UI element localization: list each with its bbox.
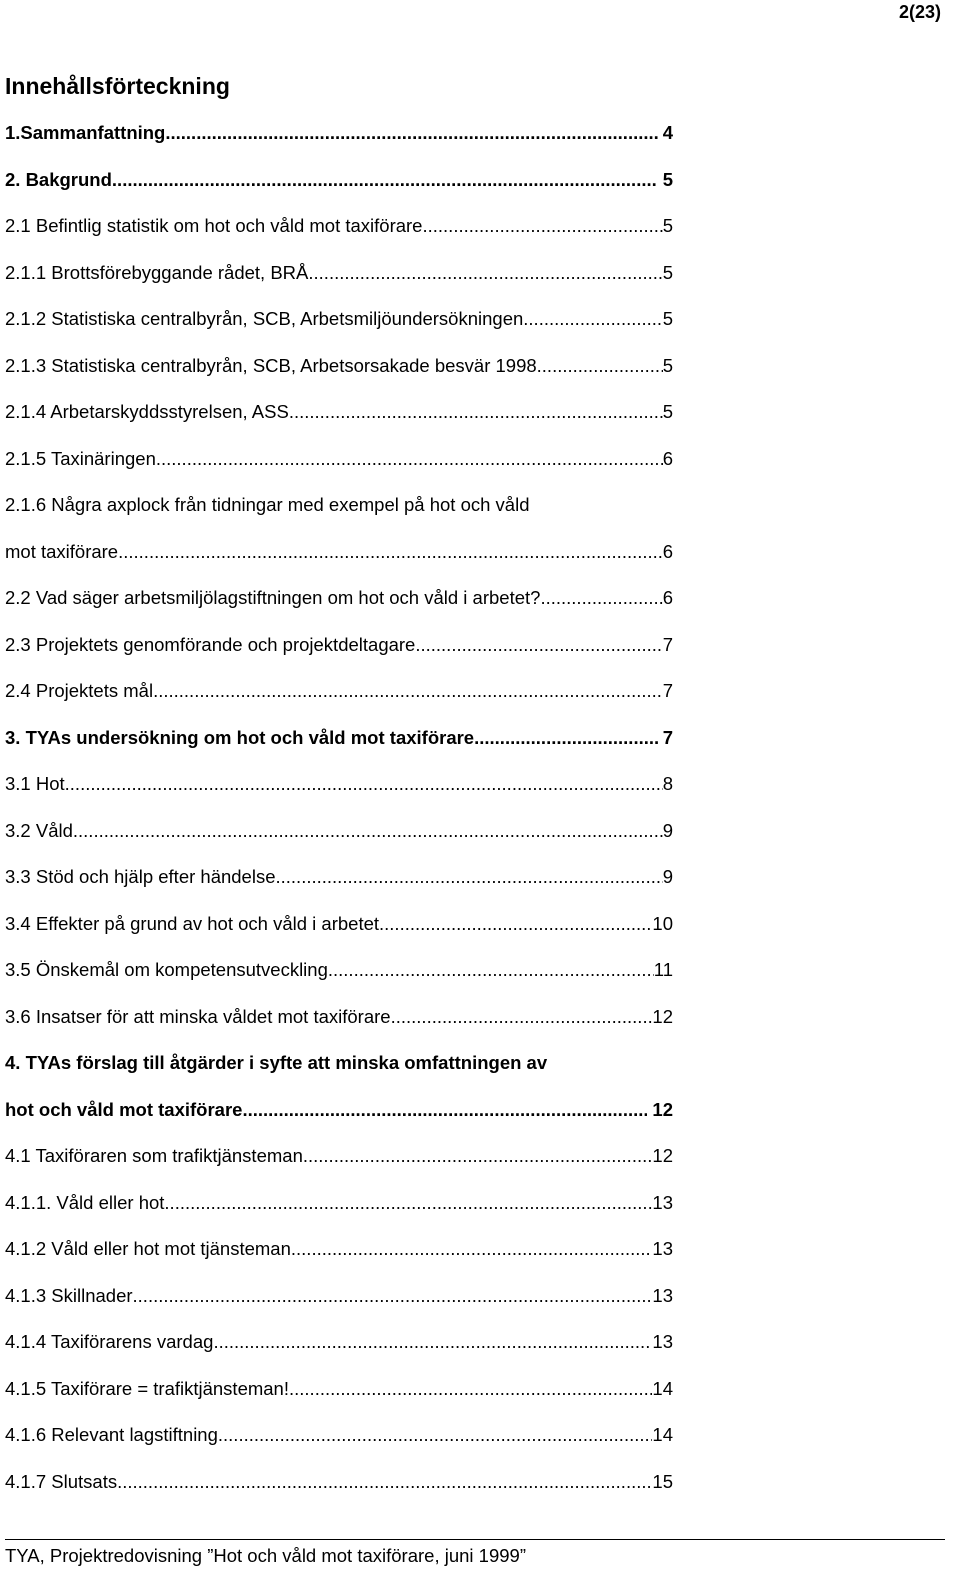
page-number: 2(23) xyxy=(898,2,941,22)
toc-entry-label: 1.Sammanfattning xyxy=(5,122,166,143)
toc-entry-page: 9 xyxy=(662,820,673,841)
toc-entry-page: 6 xyxy=(662,587,673,608)
toc-dot-leader xyxy=(303,1145,653,1167)
toc-entry-label: 2.2 Vad säger arbetsmiljölagstiftningen om hot och våld i arbetet? xyxy=(5,587,541,608)
toc-entry[interactable] xyxy=(5,1052,673,1074)
toc-entry[interactable] xyxy=(5,820,673,842)
toc-entry-label: 3.3 Stöd och hjälp efter händelse xyxy=(5,866,276,887)
toc-dot-leader xyxy=(73,820,663,842)
toc-dot-leader xyxy=(422,215,662,237)
toc-entry[interactable] xyxy=(5,1424,673,1446)
toc-dot-leader xyxy=(289,1378,652,1400)
toc-entry[interactable] xyxy=(5,1145,673,1167)
toc-entry-label: 4.1.2 Våld eller hot mot tjänsteman xyxy=(5,1238,291,1259)
toc-entry[interactable] xyxy=(5,262,673,284)
toc-entry-label: 3.2 Våld xyxy=(5,820,73,841)
toc-dot-leader xyxy=(537,355,663,377)
toc-entry[interactable] xyxy=(5,169,673,191)
toc-dot-leader xyxy=(153,680,663,702)
toc-entry-label: hot och våld mot taxiförare xyxy=(5,1099,243,1120)
toc-entry-page: 12 xyxy=(647,1099,673,1120)
toc-entry-label: 2.1.3 Statistiska centralbyrån, SCB, Arbetsorsakade besvär 1998 xyxy=(5,355,537,376)
toc-dot-leader xyxy=(133,1285,653,1307)
toc-entry[interactable] xyxy=(5,727,673,749)
toc-dot-leader xyxy=(291,1238,653,1260)
toc-entry-label: 2.4 Projektets mål xyxy=(5,680,154,701)
footer-text: TYA, Projektredovisning ”Hot och våld mot taxiförare, juni 1999” xyxy=(5,1545,526,1566)
toc-entry[interactable] xyxy=(5,1331,673,1353)
toc-entry[interactable] xyxy=(5,308,673,330)
toc-entry[interactable] xyxy=(5,494,673,516)
toc-dot-leader xyxy=(242,1099,647,1121)
toc-dot-leader xyxy=(540,587,662,609)
toc-entry-page: 9 xyxy=(662,866,673,887)
toc-dot-leader xyxy=(474,727,657,749)
toc-entry-label: 4.1.6 Relevant lagstiftning xyxy=(5,1424,218,1445)
toc-entry-label: 2.1.2 Statistiska centralbyrån, SCB, Arbetsmiljöundersökningen xyxy=(5,308,524,329)
footer-rule xyxy=(5,1539,945,1540)
toc-entry-label: 4. TYAs förslag till åtgärder i syfte att minska omfattningen av xyxy=(5,1052,548,1073)
toc-entry-page: 12 xyxy=(652,1145,673,1166)
toc-entry-page: 5 xyxy=(662,355,673,376)
toc-entry[interactable] xyxy=(5,1192,673,1214)
toc-entry[interactable] xyxy=(5,541,673,563)
toc-entry[interactable] xyxy=(5,355,673,377)
toc-entry[interactable] xyxy=(5,448,673,470)
toc-entry[interactable] xyxy=(5,587,673,609)
toc-dot-leader xyxy=(65,773,663,795)
toc-entry-page: 14 xyxy=(652,1424,673,1445)
toc-entry-page: 13 xyxy=(652,1192,673,1213)
toc-entry-label: 4.1.1. Våld eller hot xyxy=(5,1192,165,1213)
toc-dot-leader xyxy=(276,866,663,888)
toc-dot-leader xyxy=(165,122,657,144)
toc-entry-label: 4.1.5 Taxiförare = trafiktjänsteman! xyxy=(5,1378,289,1399)
toc-entry-page: 4 xyxy=(657,122,673,143)
toc-entry-label: 4.1.3 Skillnader xyxy=(5,1285,133,1306)
toc-entry[interactable] xyxy=(5,1006,673,1028)
toc-entry[interactable] xyxy=(5,1099,673,1121)
toc-entry-page: 10 xyxy=(652,913,673,934)
toc-entry-label: 2.1.1 Brottsförebyggande rådet, BRÅ xyxy=(5,262,309,283)
toc-entry-page: 5 xyxy=(657,169,673,190)
toc-entry-page: 5 xyxy=(662,215,673,236)
toc-entry-page: 12 xyxy=(652,1006,673,1027)
toc-entry-page: 11 xyxy=(653,959,673,980)
toc-entry[interactable] xyxy=(5,1238,673,1260)
toc-dot-leader xyxy=(218,1424,653,1446)
toc-entry-label: 2.1.6 Några axplock från tidningar med exempel på hot och våld xyxy=(5,494,530,515)
toc-dot-leader xyxy=(328,959,654,981)
toc-entry-label: 2. Bakgrund xyxy=(5,169,112,190)
toc-entry[interactable] xyxy=(5,215,673,237)
toc-entry-label: 3. TYAs undersökning om hot och våld mot taxiförare xyxy=(5,727,475,748)
toc-entry[interactable] xyxy=(5,959,673,981)
toc-dot-leader xyxy=(118,541,663,563)
toc-entry-page: 5 xyxy=(662,308,673,329)
toc-entry-page: 7 xyxy=(662,680,673,701)
toc-dot-leader xyxy=(156,448,663,470)
toc-entry[interactable] xyxy=(5,1285,673,1307)
toc-entry-page: 13 xyxy=(652,1238,673,1259)
toc-entry-page: 13 xyxy=(652,1331,673,1352)
toc-entry[interactable] xyxy=(5,1471,673,1493)
toc-entry-label: 3.6 Insatser för att minska våldet mot taxiförare xyxy=(5,1006,391,1027)
toc-dot-leader xyxy=(379,913,652,935)
toc-dot-leader xyxy=(164,1192,652,1214)
toc-entry-label: 2.3 Projektets genomförande och projektdeltagare xyxy=(5,634,416,655)
toc-dot-leader xyxy=(117,1471,652,1493)
toc-entry-label: 2.1 Befintlig statistik om hot och våld mot taxiförare xyxy=(5,215,423,236)
toc-dot-leader xyxy=(391,1006,653,1028)
toc-dot-leader xyxy=(308,262,662,284)
toc-entry-label: mot taxiförare xyxy=(5,541,119,562)
toc-entry-page: 7 xyxy=(657,727,673,748)
toc-entry-page: 5 xyxy=(662,262,673,283)
toc-dot-leader xyxy=(213,1331,652,1353)
toc-entry[interactable] xyxy=(5,1378,673,1400)
toc-dot-leader xyxy=(112,169,658,191)
toc-entry-page: 6 xyxy=(662,448,673,469)
toc-entry-page: 14 xyxy=(652,1378,673,1399)
toc-entry[interactable] xyxy=(5,401,673,423)
toc-entry-label: 3.5 Önskemål om kompetensutveckling xyxy=(5,959,328,980)
toc-dot-leader xyxy=(523,308,662,330)
toc-entry-label: 2.1.5 Taxinäringen xyxy=(5,448,156,469)
toc-dot-leader xyxy=(289,401,663,423)
toc-entry-label: 4.1 Taxiföraren som trafiktjänsteman xyxy=(5,1145,303,1166)
toc-entry-page: 8 xyxy=(662,773,673,794)
toc-entry[interactable] xyxy=(5,773,673,795)
toc-entry-label: 4.1.4 Taxiförarens vardag xyxy=(5,1331,214,1352)
toc-entry[interactable] xyxy=(5,913,673,935)
toc-entry[interactable] xyxy=(5,680,673,702)
toc-entry-page: 13 xyxy=(652,1285,673,1306)
toc-entry[interactable] xyxy=(5,866,673,888)
toc-entry[interactable] xyxy=(5,634,673,656)
toc-entry-label: 2.1.4 Arbetarskyddsstyrelsen, ASS xyxy=(5,401,289,422)
toc-entry[interactable] xyxy=(5,122,673,144)
toc-title: Innehållsförteckning xyxy=(5,73,230,99)
toc-entry-label: 3.4 Effekter på grund av hot och våld i arbetet xyxy=(5,913,380,934)
toc-entry-page: 15 xyxy=(652,1471,673,1492)
toc-entry-label: 3.1 Hot xyxy=(5,773,65,794)
toc-entry-page: 7 xyxy=(662,634,673,655)
toc-entry-label: 4.1.7 Slutsats xyxy=(5,1471,118,1492)
toc-entry-page: 6 xyxy=(662,541,673,562)
toc-entry-page: 5 xyxy=(662,401,673,422)
toc-dot-leader xyxy=(415,634,662,656)
